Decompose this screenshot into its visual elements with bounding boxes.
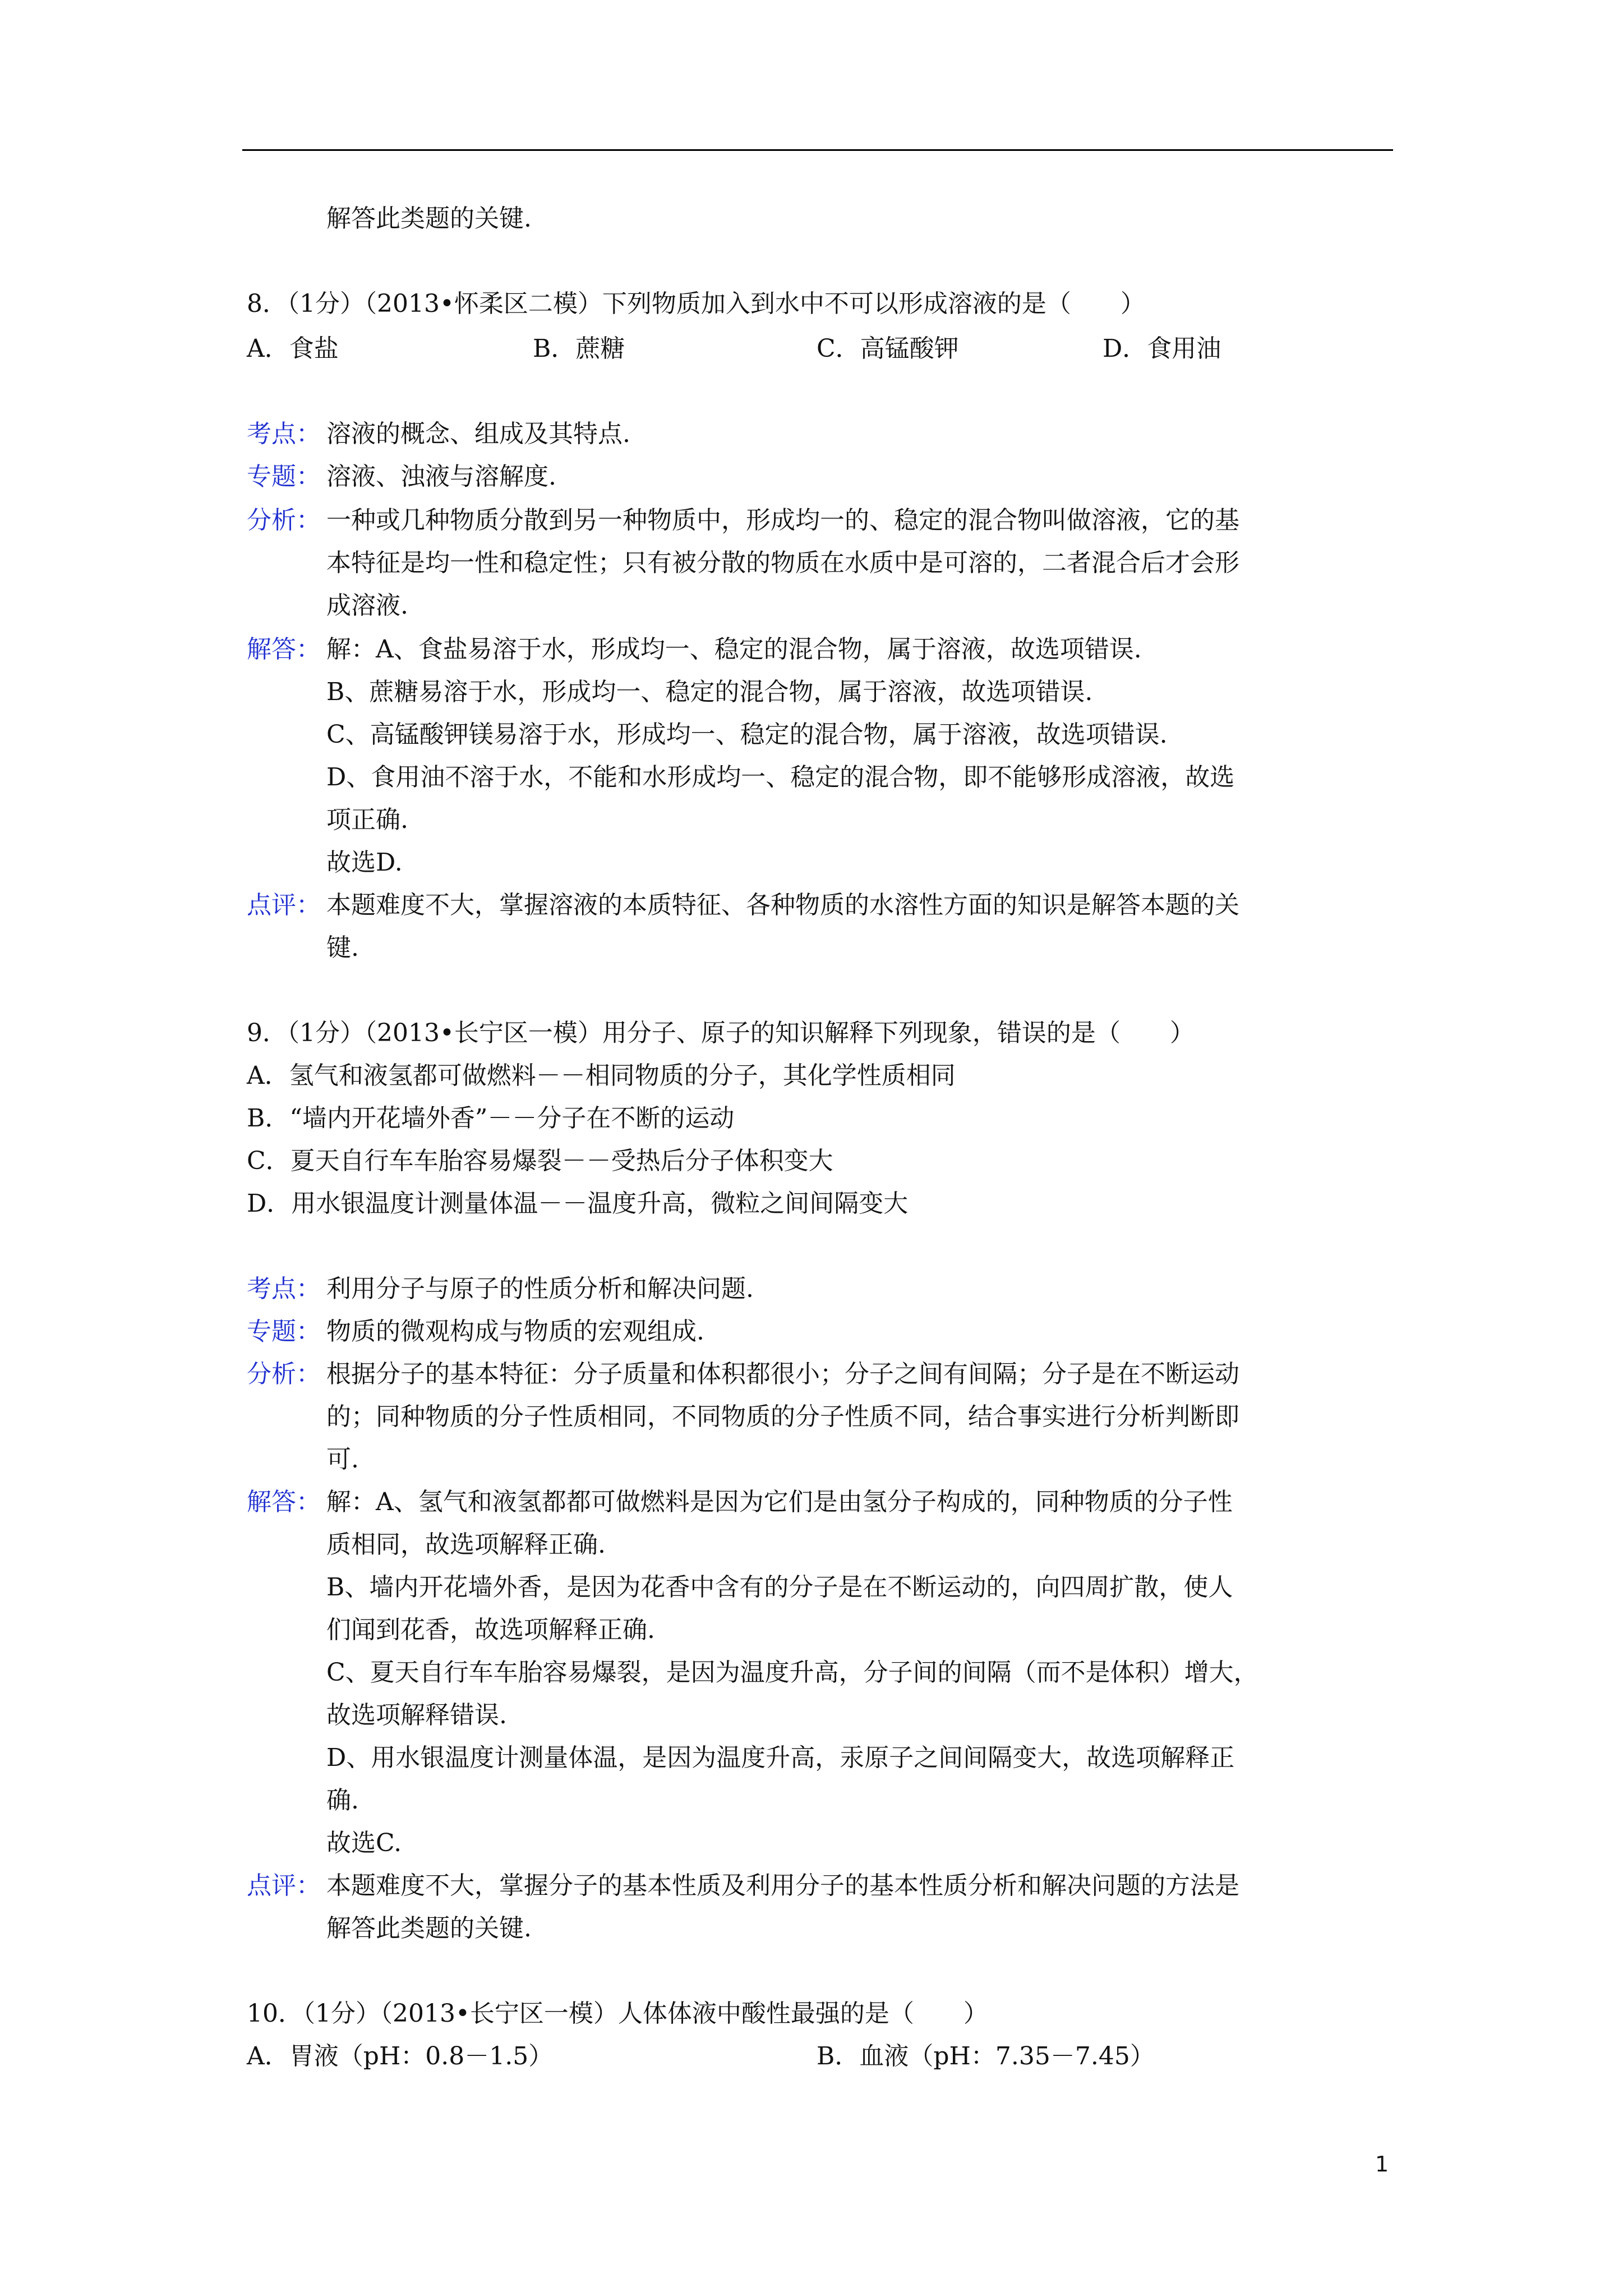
q8-stem: 8．（1分）（2013•怀柔区二模）下列物质加入到水中不可以形成溶液的是（ ） <box>247 289 1145 318</box>
q9-fenxi-line: 根据分子的基本特征：分子质量和体积都很小；分子之间有间隔；分子是在不断运动 <box>326 1360 1239 1388</box>
q10-option-a: A．胃液（pH：0.8－1.5） <box>247 2042 554 2070</box>
q9-zhuanti-label: 专题： <box>247 1317 321 1346</box>
continued-text: 解答此类题的关键. <box>326 204 532 233</box>
q8-jieda-label: 解答： <box>247 635 321 664</box>
q8-dianping-label: 点评： <box>247 891 321 919</box>
q8-jieda-line: B、蔗糖易溶于水，形成均一、稳定的混合物，属于溶液，故选项错误. <box>326 678 1093 706</box>
q9-zhuanti: 物质的微观构成与物质的宏观组成. <box>326 1317 704 1346</box>
q9-fenxi-line: 的；同种物质的分子性质相同，不同物质的分子性质不同，结合事实进行分析判断即 <box>326 1402 1239 1431</box>
q9-stem: 9．（1分）（2013•长宁区一模）用分子、原子的知识解释下列现象，错误的是（ ） <box>247 1019 1195 1047</box>
q8-zhuanti-label: 专题： <box>247 462 321 491</box>
q8-zhuanti: 溶液、浊液与溶解度. <box>326 462 556 491</box>
q9-jieda-line: B、墙内开花墙外香，是因为花香中含有的分子是在不断运动的，向四周扩散，使人 <box>326 1573 1233 1602</box>
q8-fenxi-line: 本特征是均一性和稳定性；只有被分散的物质在水质中是可溶的，二者混合后才会形 <box>326 549 1239 577</box>
q8-fenxi-line: 一种或几种物质分散到另一种物质中，形成均一的、稳定的混合物叫做溶液，它的基 <box>326 506 1239 535</box>
q9-jieda-line: 确. <box>326 1786 359 1815</box>
q8-option-b: B．蔗糖 <box>533 334 625 363</box>
q8-jieda-line: D、食用油不溶于水，不能和水形成均一、稳定的混合物，即不能够形成溶液，故选 <box>326 763 1235 792</box>
q9-option-c: C．夏天自行车车胎容易爆裂－－受热后分子体积变大 <box>247 1147 833 1175</box>
q9-dianping-line: 解答此类题的关键. <box>326 1914 532 1943</box>
q8-fenxi-line: 成溶液. <box>326 591 408 620</box>
q9-jieda-line: 故选项解释错误. <box>326 1701 507 1729</box>
q8-jieda-line: 故选D. <box>326 848 403 877</box>
q8-option-c: C．高锰酸钾 <box>817 334 959 363</box>
q9-kaodian-label: 考点： <box>247 1274 321 1303</box>
q8-dianping-line: 本题难度不大，掌握溶液的本质特征、各种物质的水溶性方面的知识是解答本题的关 <box>326 891 1239 919</box>
q8-dianping-line: 键. <box>326 933 359 962</box>
q8-fenxi-label: 分析： <box>247 506 321 535</box>
q8-jieda-line: 解：A、食盐易溶于水，形成均一、稳定的混合物，属于溶液，故选项错误. <box>326 635 1142 664</box>
q8-jieda-line: C、高锰酸钾镁易溶于水，形成均一、稳定的混合物，属于溶液，故选项错误. <box>326 720 1168 749</box>
q8-jieda-line: 项正确. <box>326 806 408 834</box>
q10-option-b: B．血液（pH：7.35－7.45） <box>817 2042 1155 2070</box>
q8-kaodian: 溶液的概念、组成及其特点. <box>326 420 630 448</box>
q9-option-b: B．“墙内开花墙外香”－－分子在不断的运动 <box>247 1104 735 1133</box>
q8-option-d: D．食用油 <box>1103 334 1221 363</box>
q9-jieda-line: 们闻到花香，故选项解释正确. <box>326 1616 655 1644</box>
q9-jieda-label: 解答： <box>247 1488 321 1516</box>
page-number: 1 <box>1375 2152 1389 2177</box>
q9-jieda-line: 质相同，故选项解释正确. <box>326 1530 606 1559</box>
q9-jieda-line: 解：A、氢气和液氢都都可做燃料是因为它们是由氢分子构成的，同种物质的分子性 <box>326 1488 1233 1516</box>
q9-jieda-line: C、夏天自行车车胎容易爆裂，是因为温度升高，分子间的间隔（而不是体积）增大， <box>326 1658 1258 1687</box>
q9-dianping-line: 本题难度不大，掌握分子的基本性质及利用分子的基本性质分析和解决问题的方法是 <box>326 1871 1239 1900</box>
q9-dianping-label: 点评： <box>247 1871 321 1900</box>
header-rule <box>242 149 1393 151</box>
q9-jieda-line: 故选C. <box>326 1829 402 1857</box>
q9-fenxi-label: 分析： <box>247 1360 321 1388</box>
q9-fenxi-line: 可. <box>326 1445 359 1474</box>
q9-option-a: A．氢气和液氢都可做燃料－－相同物质的分子，其化学性质相同 <box>247 1061 956 1090</box>
q8-option-a: A．食盐 <box>247 334 339 363</box>
q10-stem: 10．（1分）（2013•长宁区一模）人体体液中酸性最强的是（ ） <box>247 1999 988 2028</box>
q9-jieda-line: D、用水银温度计测量体温，是因为温度升高，汞原子之间间隔变大，故选项解释正 <box>326 1743 1235 1772</box>
q9-option-d: D．用水银温度计测量体温－－温度升高，微粒之间间隔变大 <box>247 1189 909 1218</box>
q8-kaodian-label: 考点： <box>247 420 321 448</box>
q9-kaodian: 利用分子与原子的性质分析和解决问题. <box>326 1274 754 1303</box>
